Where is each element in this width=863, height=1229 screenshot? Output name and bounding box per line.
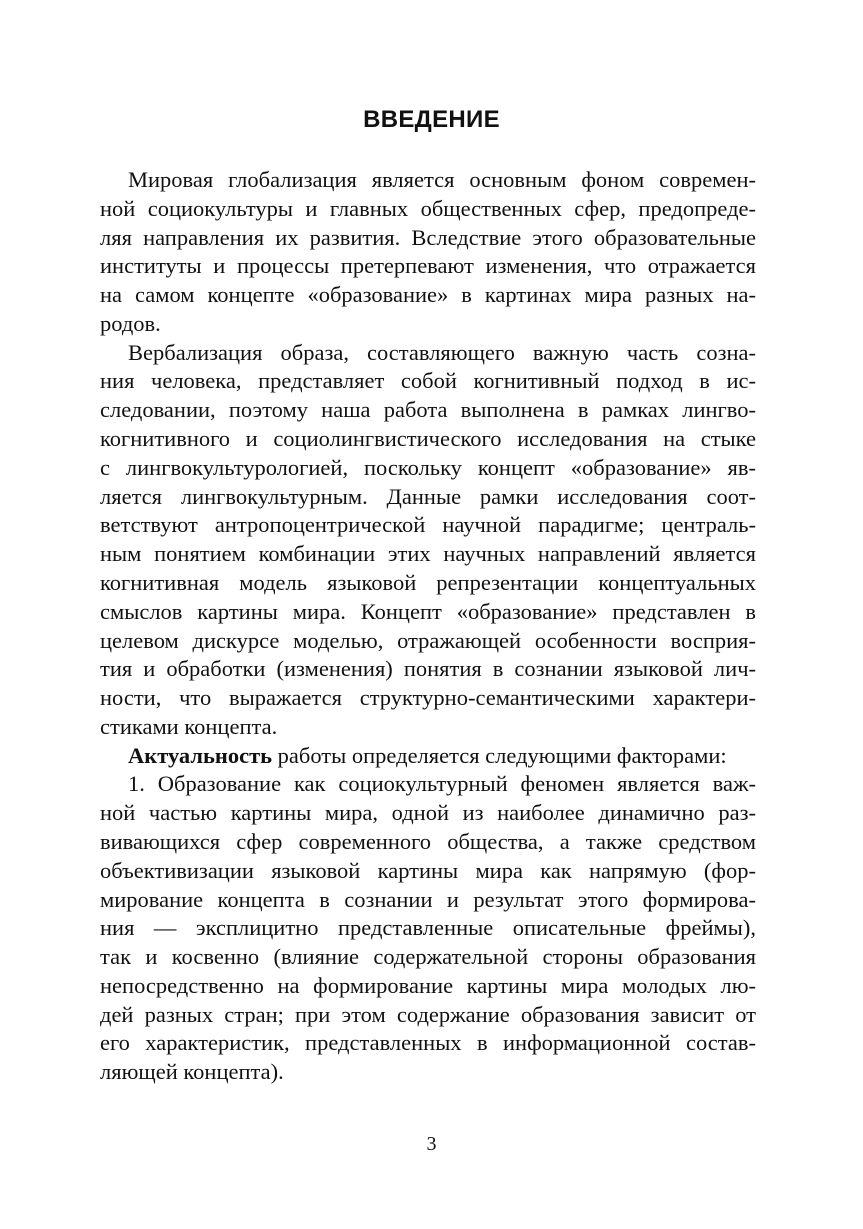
text-line: когнитивная модель языковой репрезентации концептуальных	[100, 569, 756, 595]
body-text	[100, 166, 756, 1087]
text-line: 1. Образование как социокультурный феномен является важ-	[128, 771, 756, 797]
text-line: ния человека, представляет собой когнитивный подход в ис-	[100, 368, 756, 394]
paragraph-factor-1	[100, 770, 756, 1087]
text-line: ния — эксплицитно представленные описательные фреймы),	[100, 915, 756, 941]
text-line: вивающихся сфер современного общества, а также средством	[100, 828, 756, 854]
text-line: целевом дискурсе моделью, отражающей особенности восприя-	[100, 627, 756, 653]
text-line: институты и процессы претерпевают изменения, что отражается	[100, 253, 756, 279]
text-line: стиками концепта.	[100, 713, 278, 739]
paragraph-relevance-lead	[100, 742, 756, 771]
text-line: так и косвенно (влияние содержательной стороны образования	[100, 944, 756, 970]
page-number: 3	[426, 1133, 437, 1155]
text-line: его характеристик, представленных в информационной состав-	[100, 1030, 756, 1056]
text-line: когнитивного и социолингвистического исследования на стыке	[100, 426, 756, 452]
text-line: дей разных стран; при этом содержание образования зависит от	[100, 1001, 756, 1027]
relevance-bold-term: Актуальность	[128, 742, 273, 768]
text-line: Вербализация образа, составляющего важную часть созна-	[128, 339, 756, 365]
text-line: ной частью картины мира, одной из наиболее динамично раз-	[100, 800, 756, 826]
relevance-lead-text: работы определяется следующими факторами:	[272, 742, 727, 768]
section-heading: ВВЕДЕНИЕ	[363, 106, 500, 133]
text-line: ным понятием комбинации этих научных направлений является	[100, 541, 756, 567]
text-line: следовании, поэтому наша работа выполнена в рамках лингво-	[100, 397, 756, 423]
text-line: на самом концепте «образование» в картинах мира разных на-	[100, 282, 756, 308]
text-line: ной социокультуры и главных общественных сфер, предопреде-	[100, 195, 756, 221]
text-line: тия и обработки (изменения) понятия в сознании языковой лич-	[100, 656, 756, 682]
text-line: ности, что выражается структурно-семантическими характери-	[100, 685, 756, 711]
text-line: непосредственно на формирование картины мира молодых лю-	[100, 972, 756, 998]
text-line: ляется лингвокультурным. Данные рамки исследования соот-	[100, 483, 756, 509]
paragraph-globalization	[100, 166, 756, 339]
text-line: смыслов картины мира. Концепт «образование» представлен в	[100, 598, 756, 624]
paragraph-verbalization	[100, 339, 756, 742]
text-line: Мировая глобализация является основным фоном современ-	[128, 167, 756, 192]
text-line: мирование концепта в сознании и результат этого формирова-	[100, 886, 756, 912]
text-line: родов.	[100, 310, 161, 336]
text-line: ляющей концепта).	[100, 1059, 284, 1085]
text-line: с лингвокультурологией, поскольку концепт «образование» яв-	[100, 454, 756, 480]
text-line: ветствуют антропоцентрической научной парадигме; централь-	[100, 512, 756, 538]
text-line: ляя направления их развития. Вследствие этого образовательные	[100, 224, 756, 250]
relevance-line	[100, 742, 756, 771]
text-line: объективизации языковой картины мира как напрямую (фор-	[100, 857, 756, 883]
